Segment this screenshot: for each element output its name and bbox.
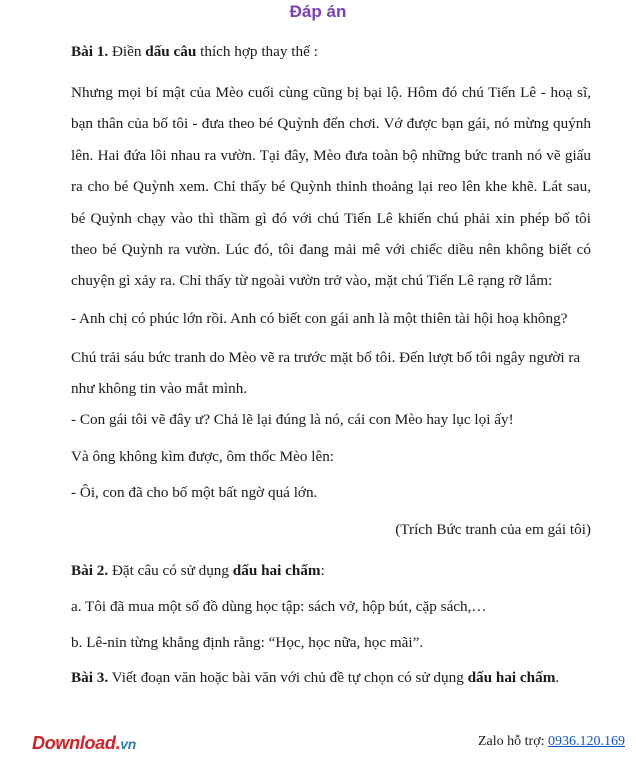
exercise-1-keyword: dấu câu <box>145 43 197 60</box>
dialogue-line-2: - Con gái tôi vẽ đây ư? Chả lẽ lại đúng là nó, cái con Mèo hay lục lọi ấy! <box>71 411 514 428</box>
exercise-1-heading <box>71 43 591 61</box>
exercise-1-text-post: thích hợp thay thế : <box>196 43 318 60</box>
exercise-1-label: Bài 1. <box>71 43 109 60</box>
exercise-2-answer-a: a. Tôi đã mua một số đồ dùng học tập: sách vở, hộp bút, cặp sách,… <box>71 598 487 615</box>
citation: (Trích Bức tranh của em gái tôi) <box>395 521 591 538</box>
exercise-2-label: Bài 2. <box>71 562 109 579</box>
logo-tld: vn <box>120 736 137 752</box>
dialogue-line-3: - Ôi, con đã cho bố một bất ngờ quá lớn. <box>71 484 318 501</box>
exercise-3-label: Bài 3. <box>71 669 109 686</box>
page-title: Đáp án <box>289 2 347 21</box>
exercise-2-answer-b: b. Lê-nin từng khẳng định rằng: “Học, học nữa, học mãi”. <box>71 634 424 651</box>
support-label: Zalo hỗ trợ: <box>478 734 548 749</box>
narration-line-2: Chú trải sáu bức tranh do Mèo vẽ ra trước mặt bố tôi. Đến lượt bố tôi ngây người ra như không tin vào mắt mình. <box>71 349 581 398</box>
narration-line-3: Và ông không kìm được, ôm thốc Mèo lên: <box>71 448 335 465</box>
exercise-3-text-post: . <box>555 669 560 686</box>
download-vn-logo[interactable] <box>32 733 136 754</box>
zalo-support <box>478 734 625 750</box>
story-passage: Nhưng mọi bí mật của Mèo cuối cùng cũng bị bại lộ. Hôm đó chú Tiến Lê - hoạ sĩ, bạn thân của bố tôi - đưa theo bé Quỳnh đến chơi. Vớ được bạn gái, nó mừng quýnh lên. Hai đứa lôi nhau ra vườn. Tại đây, Mèo đưa toàn bộ những bức tranh nó vẽ giấu ra cho bé Quỳnh xem. Chỉ thấy bé Quỳnh thỉnh thoảng lại reo lên khe khẽ. Lát sau, bé Quỳnh chạy vào thì thầm gì đó với chú Tiến Lê khiến chú phải xin phép bố tôi theo bé Quỳnh ra vườn. Lúc đó, tôi đang mải mê với chiếc diều nên không biết có chuyện gì xảy ra. Chỉ thấy từ ngoài vườn trở vào, mặt chú Tiến Lê rạng rỡ lắm: <box>71 84 591 290</box>
dialogue-line-1: - Anh chị có phúc lớn rồi. Anh có biết con gái anh là một thiên tài hội hoạ không? <box>71 310 568 327</box>
support-phone-link[interactable]: 0936.120.169 <box>548 734 625 749</box>
exercise-2-text-post: : <box>320 562 325 579</box>
exercise-2-keyword: dấu hai chấm <box>232 562 321 579</box>
exercise-3-heading <box>71 669 591 687</box>
exercise-3-keyword: dấu hai chấm <box>467 669 556 686</box>
exercise-1-text-pre: Điền <box>108 43 146 60</box>
logo-dot: . <box>115 733 121 753</box>
exercise-3-text-pre: Viết đoạn văn hoặc bài văn với chủ đề tự chọn có sử dụng <box>108 669 468 686</box>
logo-wordmark: Download <box>32 733 116 753</box>
exercise-2-heading <box>71 562 591 580</box>
exercise-2-text-pre: Đặt câu có sử dụng <box>108 562 233 579</box>
